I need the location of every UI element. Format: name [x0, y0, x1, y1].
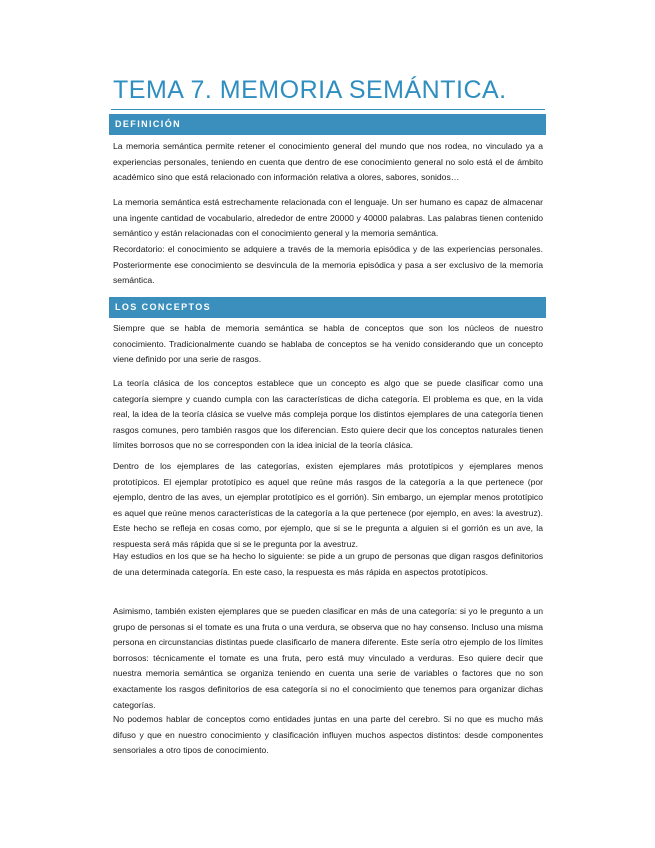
paragraph: Asimismo, también existen ejemplares que se pueden clasificar en más de una categoría: si yo le pregunto a un grupo de personas si el tomate es una fruta o una verdura, se observa que no hay consenso. Incluso una misma persona en circunstancias distintas puede clasificarlo de manera diferente. Este sería otro ejemplo de los límites borrosos: técnicamente el tomate es una fruta, pero está muy vinculado a verduras. Eso quiere decir que nuestra memoria semántica se organiza teniendo en cuenta una serie de variables o factores que no son exactamente los rasgos definitorios de esa categoría si no el conocimiento que tenemos para organizar dichas categorías.	[113, 606, 543, 710]
title-underline	[111, 109, 545, 110]
paragraph: No podemos hablar de conceptos como entidades juntas en una parte del cerebro. Si no que es mucho más difuso y que en nuestro conocimiento y clasificación influyen muchos aspectos distintos: desde componentes sensoriales a otro tipos de conocimiento.	[113, 714, 543, 756]
paragraph: Recordatorio: el conocimiento se adquiere a través de la memoria episódica y de las experiencias personales. Posteriormente ese conocimiento se desvincula de la memoria episódica y pasa a ser exclusivo de la memoria semántica.	[113, 244, 543, 286]
paragraph: La memoria semántica está estrechamente relacionada con el lenguaje. Un ser humano es capaz de almacenar una ingente cantidad de vocabulario, alrededor de entre 20000 y 40000 palabras. Las palabras tienen contenido semántico y están relacionadas con el conocimiento general y la memoria semántica.	[113, 197, 543, 239]
section-heading-definicion: DEFINICIÓN	[109, 114, 546, 135]
page-title: TEMA 7. MEMORIA SEMÁNTICA.	[113, 76, 507, 104]
paragraph: Siempre que se habla de memoria semántica se habla de conceptos que son los núcleos de nuestro conocimiento. Tradicionalmente cuando se hablaba de conceptos se ha venido considerando que un concepto viene definido por una serie de rasgos.	[113, 323, 543, 365]
paragraph: Dentro de los ejemplares de las categorías, existen ejemplares más prototípicos y ejemplares menos prototípicos. El ejemplar prototípico es aquel que reúne más rasgos de la categoría a la que pertenece (por ejemplo, dentro de las aves, un ejemplar prototípico es el gorrión). Sin embargo, un ejemplar menos prototípico es aquel que reúne menos características de la categoría a la que pertenece (por ejemplo, en aves: la avestruz). Este hecho se refleja en cosas como, por ejemplo, que si se le pregunta a alguien si el gorrión es un ave, la respuesta será más rápida que si se le pregunta por la avestruz.	[113, 461, 543, 549]
paragraph: Hay estudios en los que se ha hecho lo siguiente: se pide a un grupo de personas que digan rasgos definitorios de una determinada categoría. En este caso, la respuesta es más rápida en aspectos prototípicos.	[113, 551, 543, 577]
paragraph: La memoria semántica permite retener el conocimiento general del mundo que nos rodea, no vinculado ya a experiencias personales, teniendo en cuenta que dentro de ese conocimiento general no solo está el de ámbito académico sino que está relacionado con información relativa a olores, sabores, sonidos…	[113, 141, 543, 183]
section-heading-conceptos: LOS CONCEPTOS	[109, 297, 546, 318]
paragraph: La teoría clásica de los conceptos establece que un concepto es algo que se puede clasificar como una categoría siempre y cuando cumpla con las características de dicha categoría. El problema es que, en la vida real, la idea de la teoría clásica se vuelve más compleja porque los distintos ejemplares de una categoría tienen rasgos comunes, pero también rasgos que los diferencian. Esto quiere decir que los conceptos naturales tienen límites borrosos que no se corresponden con la idea inicial de la teoría clásica.	[113, 378, 543, 451]
